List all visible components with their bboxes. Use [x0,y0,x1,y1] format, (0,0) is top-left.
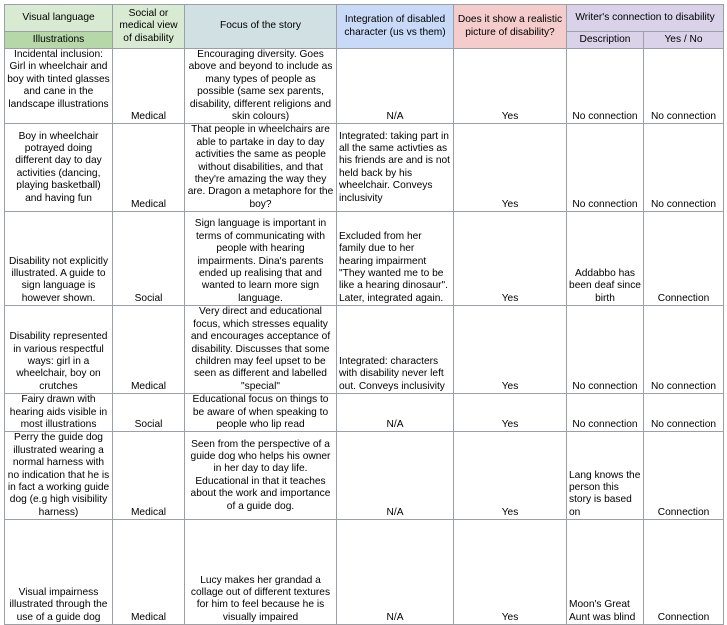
disability-books-table [4,4,724,625]
header-social-medical: Social or medical view of disability [113,5,185,49]
cell-focus: Educational focus on things to be aware of when speaking to people who lip read [185,394,337,432]
cell-realistic: Yes [454,394,567,432]
cell-description: No connection [567,124,644,212]
cell-focus: Seen from the perspective of a guide dog who helps his owner in her day to day life. Educational in that it teaches about the work and importance of a guide dog. [185,432,337,520]
cell-yes-no: Connection [644,212,724,306]
cell-focus: Encouraging diversity. Goes above and beyond to include as many types of people as possible (same sex parents, disability, different religions and skin colours) [185,49,337,124]
table-row [5,49,724,124]
cell-description: Lang knows the person this story is based on [567,432,644,520]
header-description: Description [567,32,644,49]
cell-yes-no: No connection [644,49,724,124]
cell-description: No connection [567,306,644,394]
table-row [5,432,724,520]
cell-yes-no: No connection [644,306,724,394]
cell-view: Medical [113,432,185,520]
cell-view: Social [113,394,185,432]
cell-focus: Very direct and educational focus, which stresses equality and encourages acceptance of disability. Discusses that some children may feel upset to be seen as different and labelled "special" [185,306,337,394]
cell-description: Moon's Great Aunt was blind [567,520,644,625]
cell-description: No connection [567,49,644,124]
cell-realistic: Yes [454,432,567,520]
cell-integration: N/A [337,432,454,520]
header-visual-language: Visual language [5,5,113,32]
cell-illustration: Fairy drawn with hearing aids visible in most illustrations [5,394,113,432]
table-row [5,394,724,432]
cell-integration: N/A [337,49,454,124]
cell-integration: Integrated: taking part in all the same activties as his friends are and is not held back by his wheelchair. Conveys inclusivity [337,124,454,212]
cell-focus: That people in wheelchairs are able to partake in day to day activities the same as people without disabilities, and that they're amazing the way they are. Dragon a metaphore for the boy? [185,124,337,212]
header-illustrations: Illustrations [5,32,113,49]
header-integration: Integration of disabled character (us vs them) [337,5,454,49]
cell-illustration: Visual impairness illustrated through the use of a guide dog [5,520,113,625]
cell-view: Medical [113,306,185,394]
cell-yes-no: No connection [644,124,724,212]
cell-integration: Integrated: characters with disability never left out. Conveys inclusivity [337,306,454,394]
table-row [5,212,724,306]
header-focus: Focus of the story [185,5,337,49]
cell-view: Medical [113,520,185,625]
cell-yes-no: Connection [644,520,724,625]
table-row [5,520,724,625]
cell-focus: Sign language is important in terms of communicating with people with hearing impairments. Dina's parents ended up realising that and wanted to learn more sign language. [185,212,337,306]
cell-illustration: Disability not explicitly illustrated. A guide to sign language is however shown. [5,212,113,306]
cell-realistic: Yes [454,49,567,124]
header-writer-connection: Writer's connection to disability [567,5,724,32]
cell-illustration: Disability represented in various respectful ways: girl in a wheelchair, boy on crutches [5,306,113,394]
table-row [5,306,724,394]
cell-illustration: Perry the guide dog illustrated wearing a normal harness with no indication that he is in fact a working guide dog (e.g high visibility harness) [5,432,113,520]
cell-description: No connection [567,394,644,432]
cell-yes-no: Connection [644,432,724,520]
cell-yes-no: No connection [644,394,724,432]
cell-focus: Lucy makes her grandad a collage out of different textures for him to feel because he is visually impaired [185,520,337,625]
cell-integration: N/A [337,394,454,432]
cell-description: Addabbo has been deaf since birth [567,212,644,306]
cell-integration: Excluded from her family due to her hearing impairment "They wanted me to be like a hearing dinosaur". Later, integrated again. [337,212,454,306]
cell-realistic: Yes [454,306,567,394]
cell-integration: N/A [337,520,454,625]
cell-realistic: Yes [454,124,567,212]
header-yes-no: Yes / No [644,32,724,49]
cell-view: Social [113,212,185,306]
header-realistic: Does it show a realistic picture of disability? [454,5,567,49]
cell-view: Medical [113,49,185,124]
cell-realistic: Yes [454,520,567,625]
cell-view: Medical [113,124,185,212]
table-row [5,124,724,212]
cell-realistic: Yes [454,212,567,306]
cell-illustration: Boy in wheelchair potrayed doing different day to day activities (dancing, playing basketball) and having fun [5,124,113,212]
cell-illustration: Incidental inclusion: Girl in wheelchair and boy with tinted glasses and cane in the landscape illustrations [5,49,113,124]
